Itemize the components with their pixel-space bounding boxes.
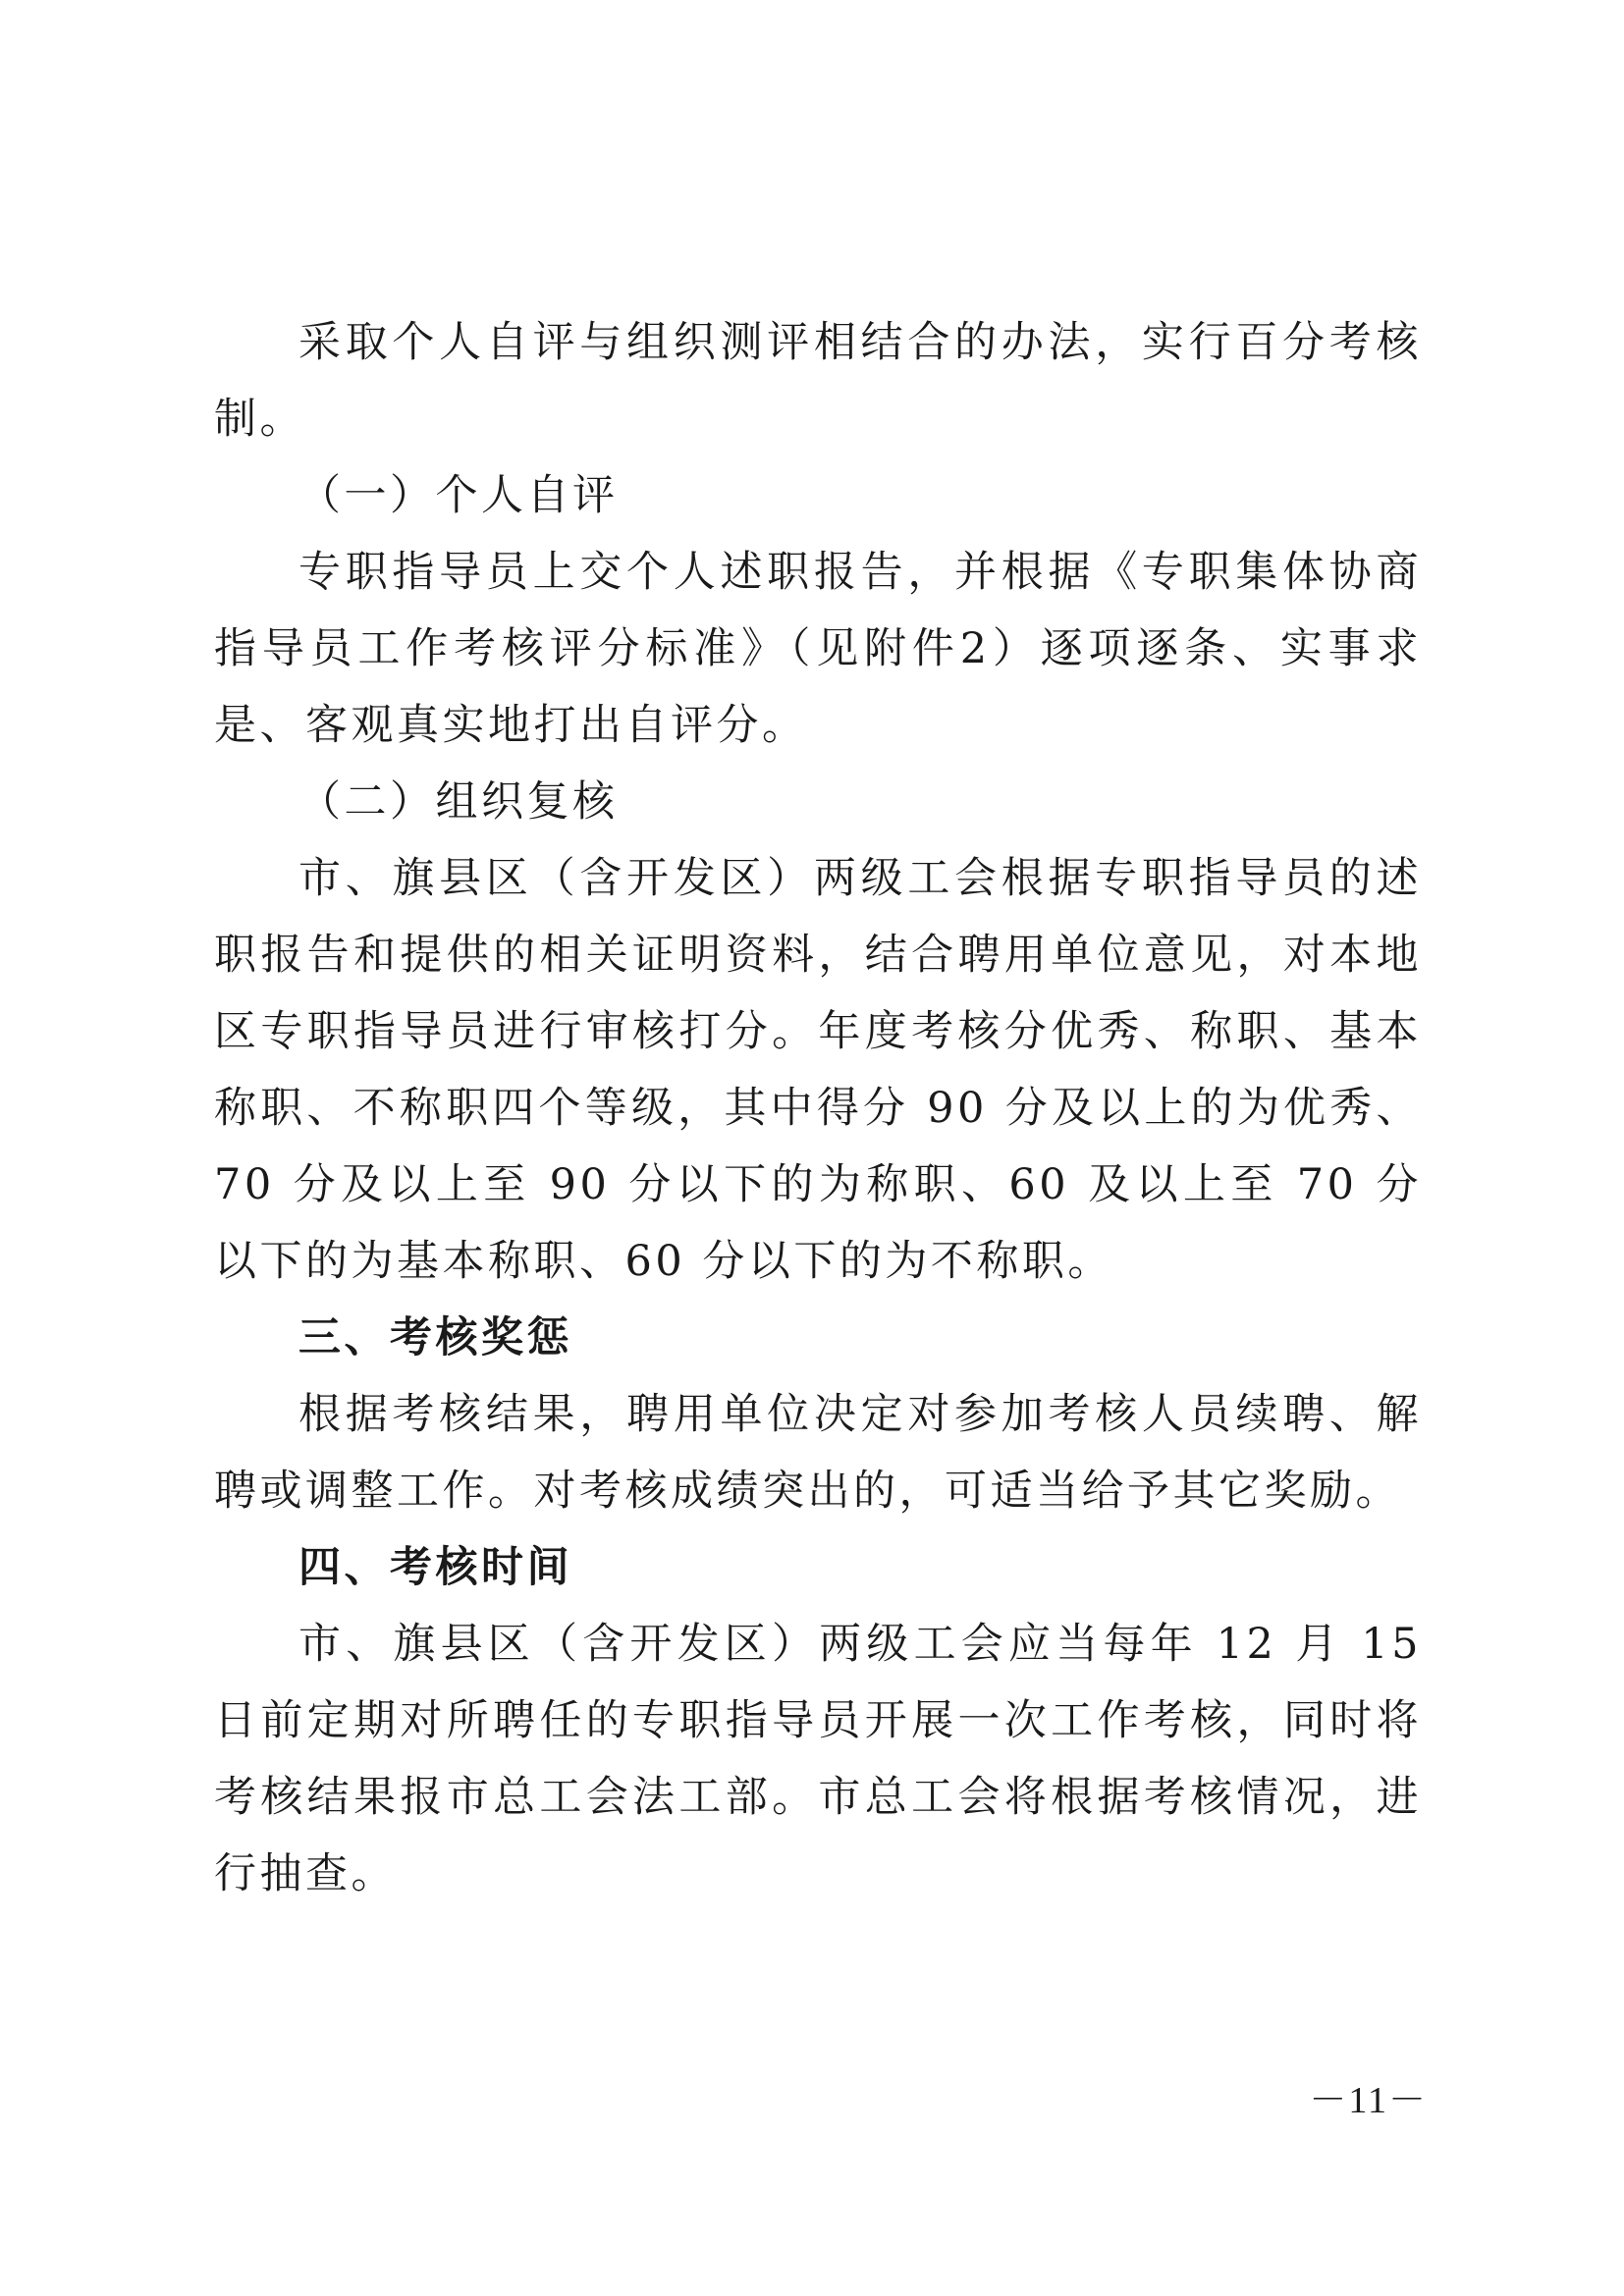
heading-rewards-penalties: 三、考核奖惩: [298, 1313, 572, 1362]
paragraph-rewards-penalties: 根据考核结果，聘用单位决定对参加考核人员续聘、解聘或调整工作。对考核成绩突出的，可适当给予其它奖励。: [214, 1390, 1422, 1516]
document-body: [214, 304, 1422, 1912]
paragraph-method: 采取个人自评与组织测评相结合的办法，实行百分考核制。: [214, 318, 1422, 444]
paragraph-assessment-time: 市、旗县区（含开发区）两级工会应当每年 12 月 15 日前定期对所聘任的专职指导员开展一次工作考核，同时将考核结果报市总工会法工部。市总工会将根据考核情况，进行抽查。: [214, 1620, 1422, 1898]
subheading-organization-review: （二）组织复核: [298, 777, 619, 827]
subheading-self-evaluation: （一）个人自评: [298, 471, 619, 520]
heading-assessment-time: 四、考核时间: [298, 1543, 572, 1592]
paragraph-organization-review: 市、旗县区（含开发区）两级工会根据专职指导员的述职报告和提供的相关证明资料，结合聘用单位意见，对本地区专职指导员进行审核打分。年度考核分优秀、称职、基本称职、不称职四个等级，其中得分 90 分及以上的为优秀、70 分及以上至 90 分以下的为称职、60 及以上至 70 分以下的为基本称职、60 分以下的为不称职。: [214, 854, 1422, 1286]
page-number: －11－: [1309, 2080, 1428, 2121]
paragraph-self-evaluation: 专职指导员上交个人述职报告，并根据《专职集体协商指导员工作考核评分标准》（见附件2）逐项逐条、实事求是、客观真实地打出自评分。: [214, 548, 1422, 750]
